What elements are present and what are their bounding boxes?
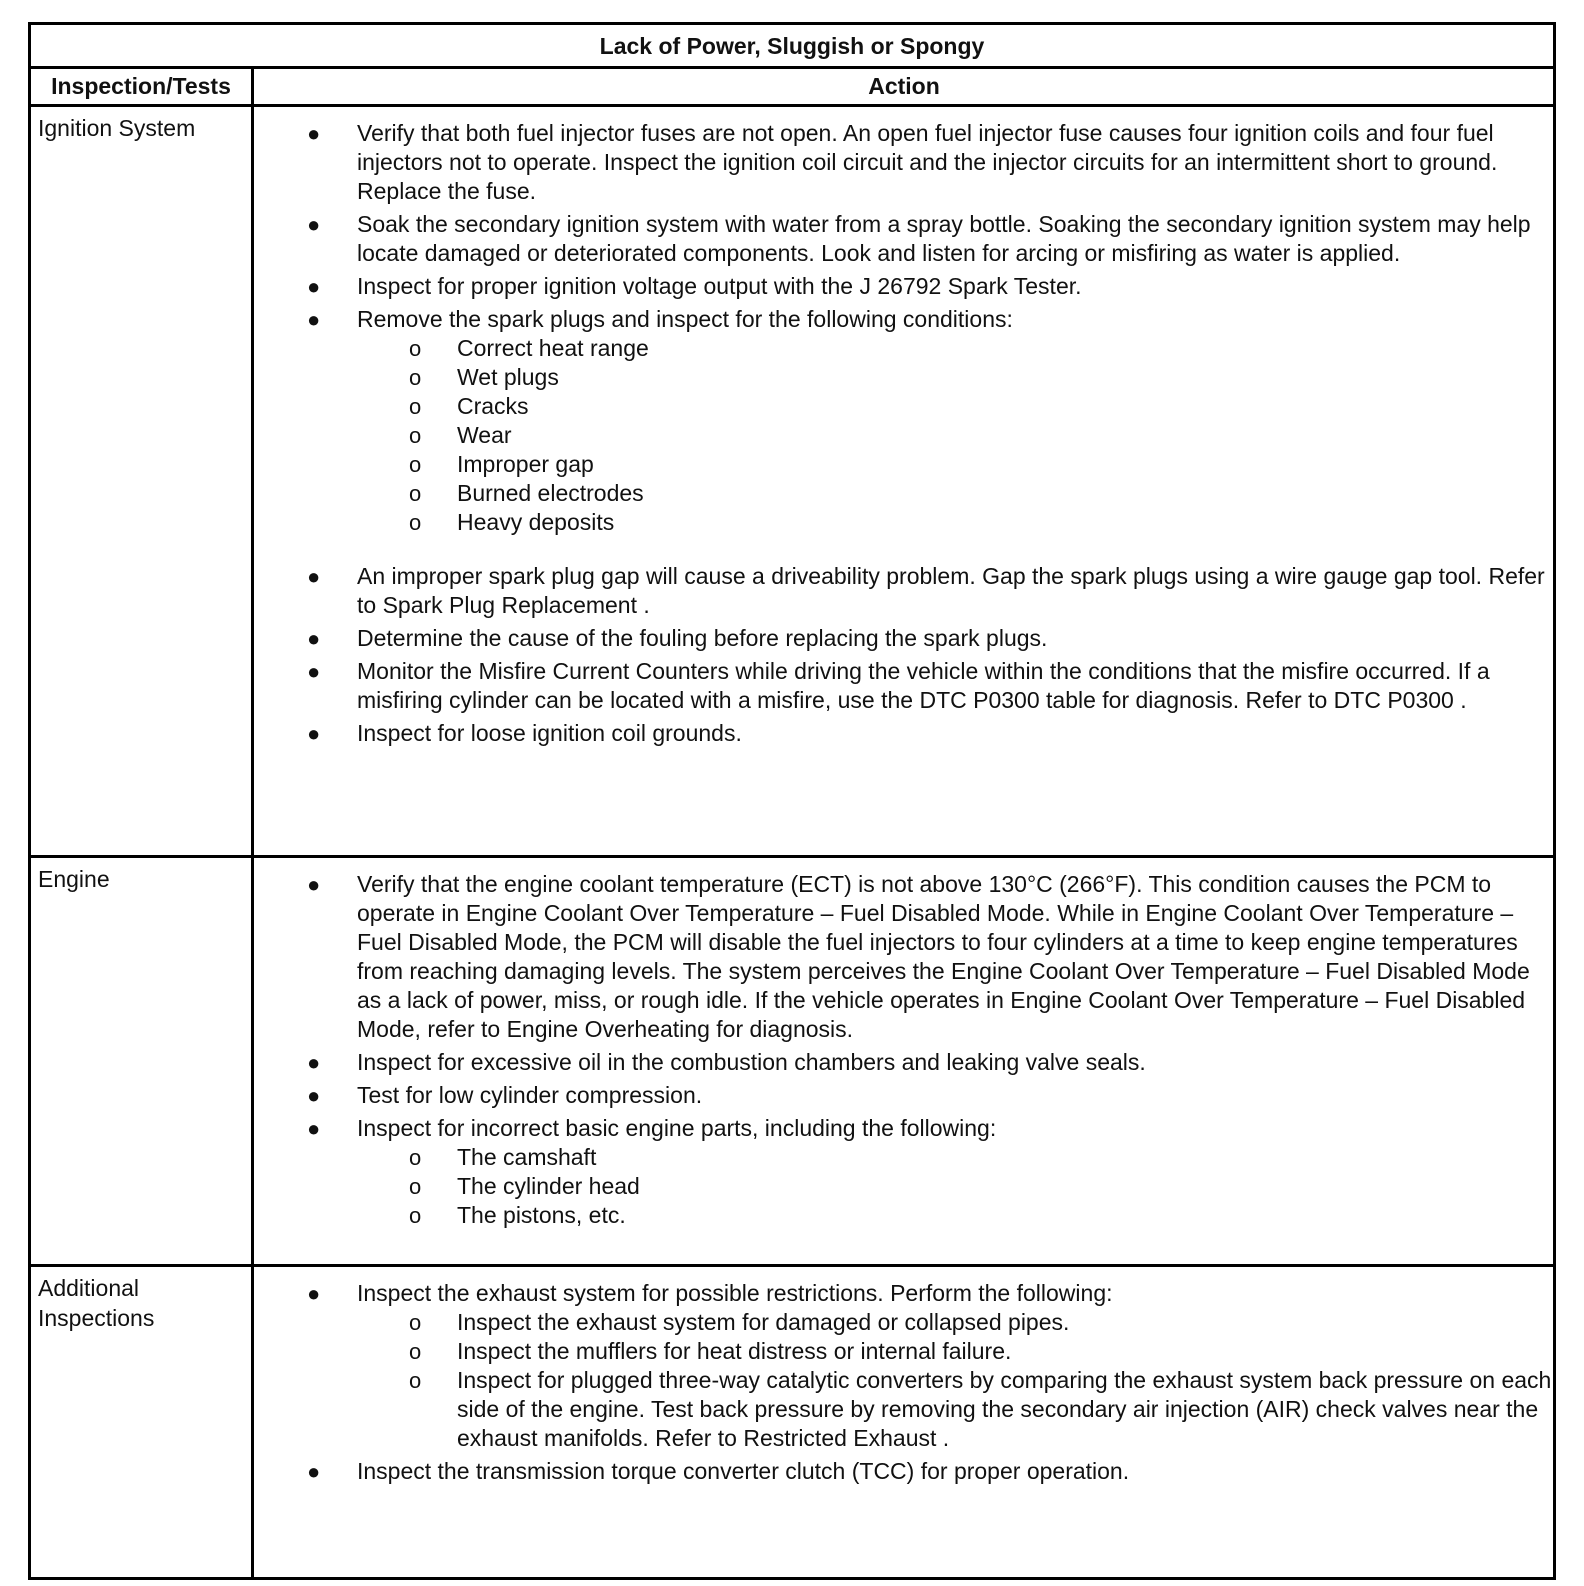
sub-bullet-icon: o (409, 1203, 422, 1228)
list-item: ● Inspect for loose ignition coil grounds. (307, 720, 742, 746)
sub-list-item: o The cylinder head (409, 1173, 640, 1199)
list-item: ● Inspect the transmission torque converter clutch (TCC) for proper operation. (307, 1458, 1130, 1484)
sub-bullet-icon: o (409, 1174, 422, 1199)
sub-list-item: o Burned electrodes (409, 480, 644, 506)
sub-bullet-icon: o (409, 1368, 422, 1393)
sub-bullet-icon: o (409, 365, 422, 390)
sub-list-item: o Heavy deposits (409, 509, 615, 535)
sub-list-item: o Wear (409, 422, 512, 448)
actions-additional-inspections (293, 1279, 1553, 1490)
sub-bullet-icon: o (409, 336, 422, 361)
sub-bullet-icon: o (409, 1145, 422, 1170)
table-title: Lack of Power, Sluggish or Spongy (599, 33, 985, 59)
sub-list-item: o The pistons, etc. (409, 1202, 626, 1228)
category-ignition-system: Ignition System (38, 115, 196, 141)
column-header-action: Action (868, 73, 940, 99)
sub-bullet-icon: o (409, 510, 422, 535)
bullet-icon: ● (307, 212, 321, 237)
list-item: ● Monitor the Misfire Current Counters while driving the vehicle within the conditions that the misfire occurred. If a misfiring cylinder can be located with a misfire, use the DTC P0300 table for diagnosis. Refer to DTC P0300 . (307, 658, 1490, 713)
list-item: ● Verify that the engine coolant temperature (ECT) is not above 130°C (266°F). This condition causes the PCM to operate in Engine Coolant Over Temperature – Fuel Disabled Mode. While in Engine Coolant Over Temperature – Fuel Disabled Mode, the PCM will disable the fuel injectors to four cylinders at a time to keep engine temperatures from reaching damaging levels. The system perceives the Engine Coolant Over Temperature – Fuel Disabled Mode as a lack of power, miss, or rough idle. If the vehicle operates in Engine Coolant Over Temperature – Fuel Disabled Mode, refer to Engine Overheating for diagnosis. (307, 871, 1530, 1042)
list-item: ● Inspect the exhaust system for possible restrictions. Perform the following: (307, 1280, 1113, 1306)
list-item: ● Soak the secondary ignition system with water from a spray bottle. Soaking the secondary ignition system may help locate damaged or deteriorated components. Look and listen for arcing or misfiring as water is applied. (307, 211, 1531, 266)
bullet-icon: ● (307, 721, 321, 746)
bullet-icon: ● (307, 121, 321, 146)
bullet-icon: ● (307, 1116, 321, 1141)
list-item: ● Inspect for excessive oil in the combustion chambers and leaking valve seals. (307, 1049, 1146, 1075)
sub-bullet-icon: o (409, 1339, 422, 1364)
sub-list-item: o Improper gap (409, 451, 594, 477)
list-item: ● Inspect for proper ignition voltage output with the J 26792 Spark Tester. (307, 273, 1082, 299)
sub-list-item: o Correct heat range (409, 335, 649, 361)
bullet-icon: ● (307, 626, 321, 651)
sub-list-item: o Inspect the mufflers for heat distress or internal failure. (409, 1338, 1012, 1364)
diagnostic-table (28, 22, 1556, 1580)
bullet-icon: ● (307, 1281, 321, 1306)
sub-bullet-icon: o (409, 1310, 422, 1335)
sub-list-item: o Inspect the exhaust system for damaged or collapsed pipes. (409, 1309, 1070, 1335)
sub-list-item: o Inspect for plugged three-way catalytic converters by comparing the exhaust system back pressure on each side of the engine. Test back pressure by removing the secondary air injection (AIR) check valves near the exhaust manifolds. Refer to Restricted Exhaust . (409, 1367, 1552, 1451)
list-item: ● Remove the spark plugs and inspect for the following conditions: (307, 306, 1013, 332)
bullet-icon: ● (307, 274, 321, 299)
list-item: ● Inspect for incorrect basic engine parts, including the following: (307, 1115, 997, 1141)
actions-engine (293, 870, 1553, 1230)
row-divider (31, 855, 1553, 858)
title-divider (31, 66, 1553, 69)
sub-list-item: o Cracks (409, 393, 529, 419)
list-item: ● Determine the cause of the fouling before replacing the spark plugs. (307, 625, 1048, 651)
bullet-icon: ● (307, 564, 321, 589)
column-header-inspection: Inspection/Tests (51, 73, 231, 99)
header-divider (31, 104, 1553, 107)
bullet-icon: ● (307, 872, 321, 897)
sub-bullet-icon: o (409, 452, 422, 477)
sub-bullet-icon: o (409, 394, 422, 419)
sub-bullet-icon: o (409, 423, 422, 448)
sub-bullet-icon: o (409, 481, 422, 506)
list-item: ● An improper spark plug gap will cause a driveability problem. Gap the spark plugs using a wire gauge gap tool. Refer to Spark Plug Replacement . (307, 563, 1545, 618)
bullet-icon: ● (307, 1459, 321, 1484)
row-divider (31, 1264, 1553, 1267)
actions-ignition-system (293, 119, 1553, 752)
sub-list-item: o The camshaft (409, 1144, 597, 1170)
bullet-icon: ● (307, 659, 321, 684)
category-engine: Engine (38, 866, 110, 892)
bullet-icon: ● (307, 1083, 321, 1108)
column-divider (251, 66, 254, 1577)
list-item: ● Test for low cylinder compression. (307, 1082, 703, 1108)
bullet-icon: ● (307, 307, 321, 332)
bullet-icon: ● (307, 1050, 321, 1075)
list-item: ● Verify that both fuel injector fuses are not open. An open fuel injector fuse causes four ignition coils and four fuel injectors not to operate. Inspect the ignition coil circuit and the injector circuits for an intermittent short to ground. Replace the fuse. (307, 120, 1498, 204)
category-additional-inspections: Additional Inspections (38, 1275, 155, 1331)
sub-list-item: o Wet plugs (409, 364, 559, 390)
